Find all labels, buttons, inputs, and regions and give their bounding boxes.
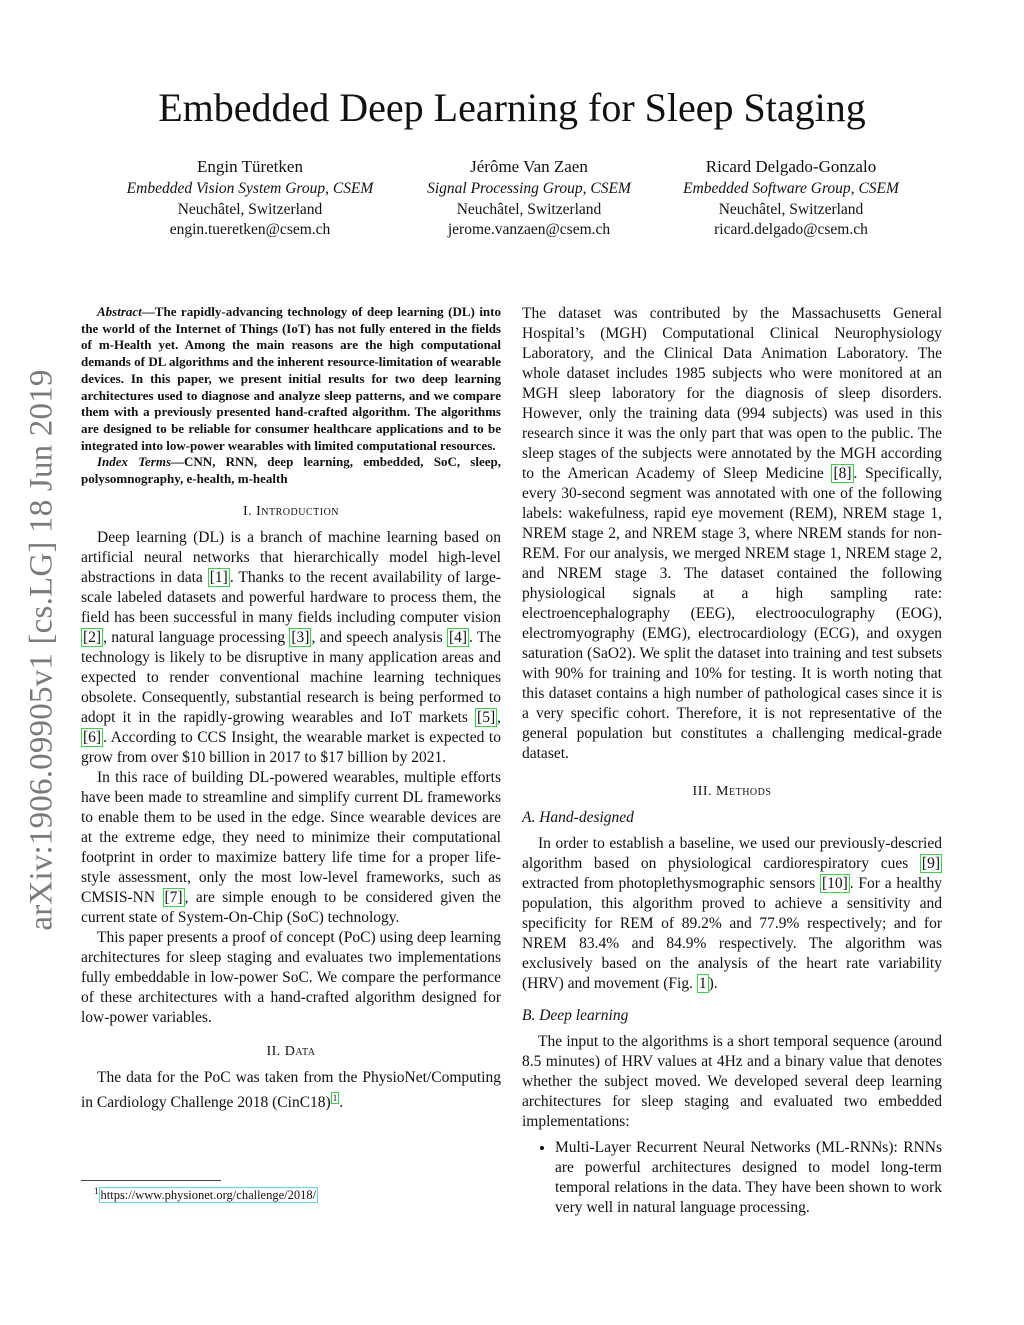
citation-link[interactable]: [7] [164,888,183,906]
author-org: , CSEM [582,180,631,197]
figure-link[interactable]: 1 [698,975,707,992]
author-block-3 [646,155,936,241]
index-terms-text: —CNN, RNN, deep learning, embedded, SoC, sleep, polysomnography, e-health, m-health [81,454,502,487]
data-paragraph-2: The dataset was contributed by the Massachusetts General Hospital’s (MGH) Computational Clinical Neurophysiology Laboratory, and the Clinical Data Animation Laboratory. The whole dataset includes 1985 subjects who were monitored at an MGH sleep laboratory for the diagnosis of sleep disorders. However, only the training data (994 subjects) was used in this research since it was the only part that was open to the public. The sleep stages of the subjects were annotated by the MGH according to the American Academy of Sleep Medicine [8] . Specifically, every 30-second segment was annotated with one of the following labels: wakefulness, rapid eye movement (REM), NREM stage 1, NREM stage 2, and NREM stage 3, where NREM stands for non-REM. For our analysis, we merged NREM stage 1, NREM stage 2, and NREM stage 3. The dataset contained the following physiological signals at a high sampling rate: electroencephalography (EEG), electrooculography (EOG), electromyography (EMG), electrocardiology (ECG), and oxygen saturation (SaO2). We split the dataset into training and test subsets with 90% for training and 10% for testing. It is worth noting that this dataset contains a high number of pathological cases since it is a very specific cohort. Therefore, it is not representative of the general population but constitutes a challenging medical-grade dataset. [522,305,942,762]
data-paragraph-1: The data for the PoC was taken from the PhysioNet/Computing in Cardiology Challenge 2018 (CinC18) $^1$ . [81,1068,501,1111]
abstract-text: —The rapidly-advancing technology of deep learning (DL) into the world of the Internet of Things (IoT) has not fully entered in the fields of m-Health yet. Among the main reasons are the high computational demands of DL algorithms and the inherent resource-limitation of wearable devices. In this paper, we present initial results for two deep learning architectures used to diagnose and analyze sleep patterns, and we compare them with a previously presented hand-crafted algorithm. The algorithms are designed to be reliable for consumer healthcare applications and to be integrated into low-power wearables with limited computational resources. [81,304,501,453]
left-column [81,304,501,1113]
citation-link[interactable]: [4] [448,628,468,646]
author-name: Engin Türetken [197,157,303,176]
list-item: • Multi-Layer Recurrent Neural Networks (ML-RNNs): RNNs are powerful architectures designed to model long-term temporal relations in the data. They have been shown to work very well in natural language processing. [555,1138,942,1218]
author-name: Jérôme Van Zaen [470,157,588,176]
section-heading-data: II. Data [266,1043,316,1059]
abstract-lead: Abstract [97,304,142,319]
author-email: ricard.delgado@csem.ch [714,221,868,238]
author-email: jerome.vanzaen@csem.ch [447,221,611,238]
author-location: Neuchâtel, Switzerland [456,200,602,218]
author-block-2 [384,155,674,241]
footnote-marker[interactable]: 1 [332,1092,338,1103]
citation-link[interactable]: [10] [821,875,848,892]
index-terms-lead: Index Terms [97,454,172,470]
citation-link[interactable]: [5] [477,708,496,726]
abstract [81,304,501,454]
author-org: , CSEM [850,180,899,197]
citation-link[interactable]: [8] [833,465,852,482]
intro-paragraph-3: This paper presents a proof of concept (PoC) using deep learning architectures for sleep staging and evaluates two implementations fully embeddable in low-power SoC. We compare the performance of these architectures with a hand-crafted algorithm designed for low-power variables. [81,928,501,1026]
methods-deep-learning-paragraph: The input to the algorithms is a short temporal sequence (around 8.5 minutes) of HRV values at 4Hz and a binary value that denotes whether the subject moved. We developed several deep learning architectures for sleep staging and evaluated two embedded implementations: [522,1033,942,1130]
citation-link[interactable]: [1] [209,568,228,586]
subsection-heading-deep-learning: B. Deep learning [522,1007,629,1024]
author-org: , CSEM [325,180,374,197]
author-group: Embedded Software Group [683,180,851,197]
footnote [94,1186,318,1203]
section-heading-methods: III. Methods [692,784,772,799]
subsection-heading-hand-designed: A. Hand-designed [522,809,634,826]
methods-hand-designed-paragraph: In order to establish a baseline, we used our previously-descried algorithm based on physiological cardiorespiratory cues [9] extracted from photoplethysmographic sensors [10] . For a healthy population, this algorithm proved to achieve a sensitivity and specificity for REM of 89.2% and 77.9% respectively; and for NREM 83.4% and 84.9% respectively. The algorithm was exclusively based on the analysis of the heart rate variability (HRV) and movement (Fig. 1 ). [522,835,942,992]
author-email: engin.tueretken@csem.ch [169,221,331,238]
intro-paragraph-2: In this race of building DL-powered wearables, multiple efforts have been made to streamline and simplify current DL frameworks to enable them to be used in the edge. Since wearable devices are at the extreme edge, they need to minimize their computational footprint in order to maximize battery life time for a proper life-style assessment, only the most low-level frameworks, such as CMSIS-NN [7] , are simple enough to be considered given the current state of System-On-Chip (SoC) technology. [81,768,501,926]
author-location: Neuchâtel, Switzerland [718,200,864,218]
right-column [522,304,942,1218]
paper-title: Embedded Deep Learning for Sleep Staging [158,85,866,130]
footnote-url-link[interactable]: https://www.physionet.org/challenge/2018/ [100,1188,317,1203]
citation-link[interactable]: [3] [291,628,310,646]
intro-paragraph-1: Deep learning (DL) is a branch of machine learning based on artificial neural networks that hierarchically model high-level abstractions in data [1] . Thanks to the recent availability of large-scale labeled datasets and powerful hardware to process them, the field has been successful in many fields including computer vision [2] , natural language processing [3] , and speech analysis [4] . The technology is likely to be disruptive in many application areas and expected to render conventional machine learning techniques obsolete. Consequently, substantial research is being performed to adopt it in the rapidly-growing wearables and IoT markets [5] , [6] . According to CCS Insight, the wearable market is expected to grow from over $10 billion in 2017 to $17 billion by 2021. [81,528,502,766]
footnote-rule [81,1180,221,1181]
citation-link[interactable]: [2] [83,628,102,646]
author-name: Ricard Delgado-Gonzalo [705,157,877,176]
architecture-list [522,1138,942,1218]
citation-link[interactable]: [6] [83,728,102,746]
arxiv-stamp: arXiv:1906.09905v1 [cs.LG] 18 Jun 2019 [23,369,60,931]
section-heading-introduction: I. Introduction [242,503,340,519]
author-group: Embedded Vision System Group [126,180,326,197]
author-block-1 [105,155,395,241]
citation-link[interactable]: [9] [921,855,940,872]
author-location: Neuchâtel, Switzerland [177,200,323,218]
author-group: Signal Processing Group [427,180,583,197]
footnote-number: 1 [94,1186,99,1196]
index-terms [81,454,501,487]
